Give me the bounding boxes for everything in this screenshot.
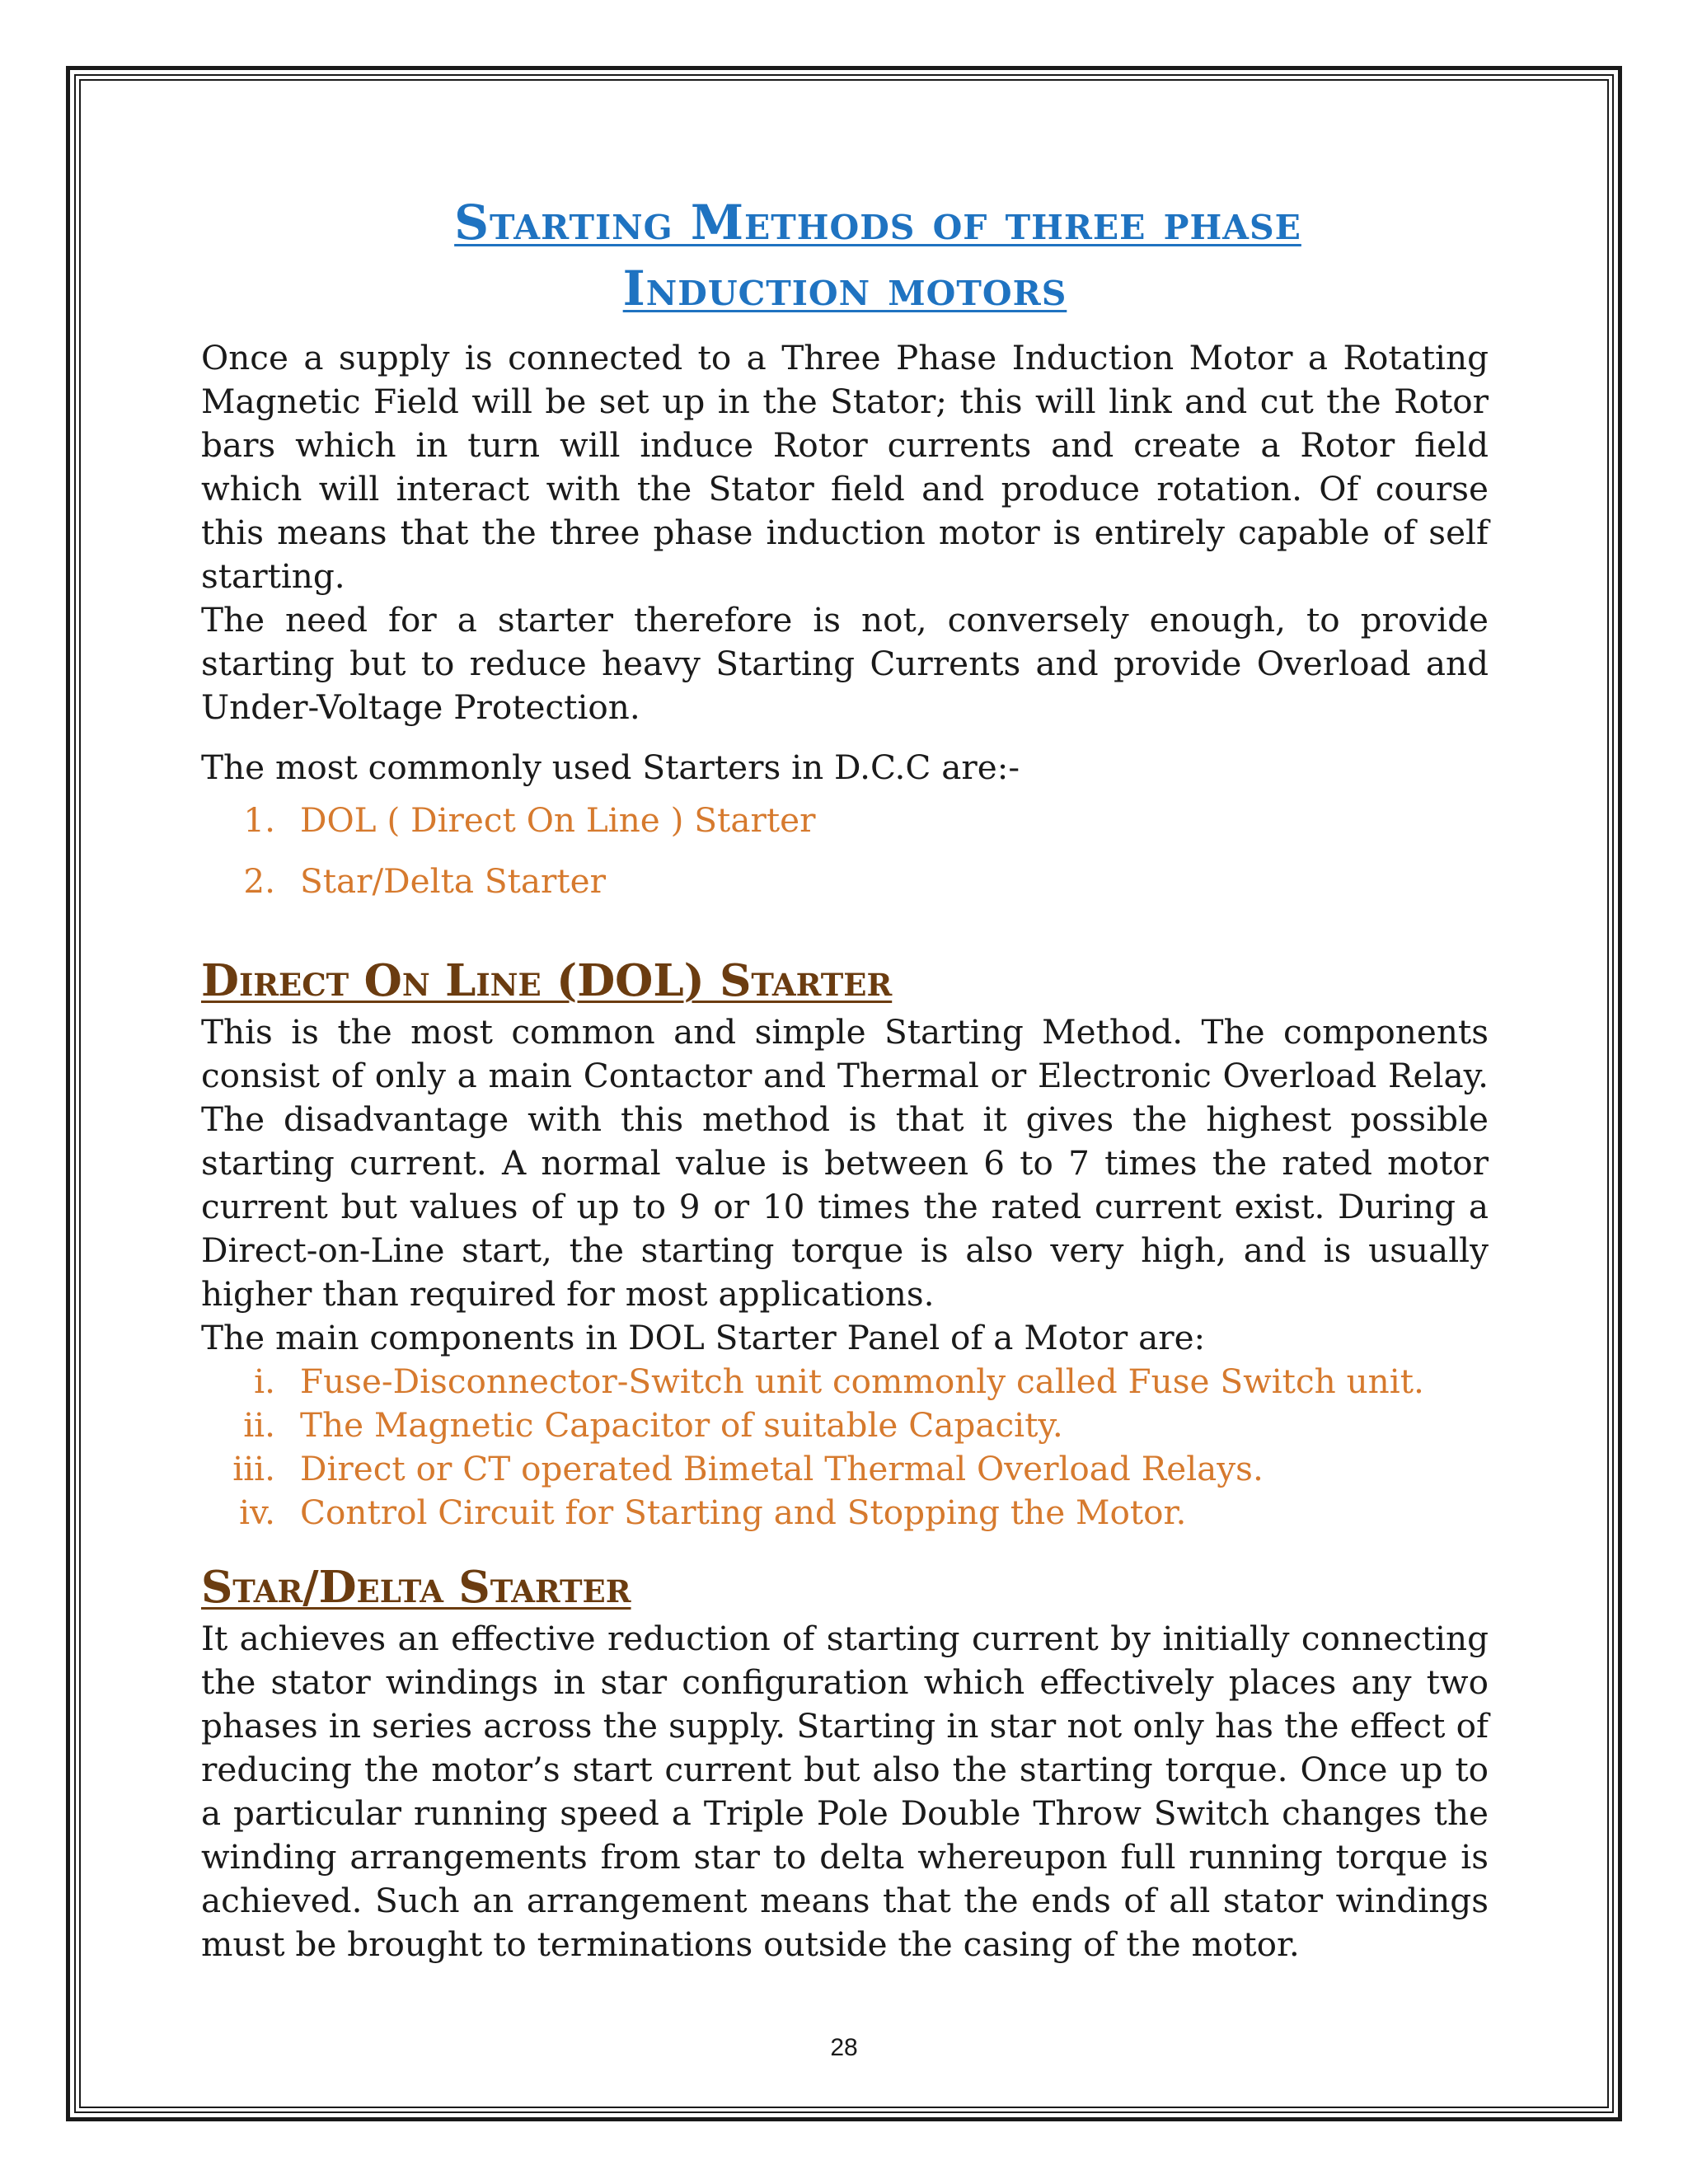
page-title-line1: Starting Methods of three phase (454, 194, 1301, 251)
list-item: 1. DOL ( Direct On Line ) Starter (243, 800, 816, 840)
page-title-line2: Induction motors (622, 260, 1067, 316)
list-item: i. Fuse-Disconnector-Switch unit commonly called Fuse Switch unit. (254, 1361, 1424, 1401)
list-item: iv. Control Circuit for Starting and Stopping the Motor. (239, 1493, 1187, 1532)
list-item: 2. Star/Delta Starter (243, 861, 606, 901)
page-number: 28 (830, 2034, 858, 2061)
intro-paragraph-2: The need for a starter therefore is not, conversely enough, to provide starting but to reduce heavy Starting Currents and provide Overload and Under-Voltage Protection. (201, 600, 1489, 727)
star-delta-paragraph: It achieves an effective reduction of starting current by initially connecting the stator windings in star configuration which effectively places any two phases in series across the supply. Starting in star not only has the effect of reducing the motor’s start current but also the starting torque. Once up to a particular running speed a Triple Pole Double Throw Switch changes the winding arrangements from star to delta whereupon full running torque is achieved. Such an arrangement means that the ends of all stator windings must be brought to terminations outside the casing of the motor. (201, 1619, 1489, 1964)
list-item: ii. The Magnetic Capacitor of suitable Capacity. (243, 1405, 1063, 1445)
intro-paragraph-3: The most commonly used Starters in D.C.C are:- (201, 748, 1020, 787)
star-delta-heading: Star/Delta Starter (201, 1562, 631, 1613)
page-title (201, 190, 1489, 321)
dol-components-list (201, 1360, 1489, 1535)
intro-paragraph-1: Once a supply is connected to a Three Phase Induction Motor a Rotating Magnetic Field will be set up in the Stator; this will link and cut the Rotor bars which in turn will induce Rotor currents and create a Rotor field which will interact with the Stator field and produce rotation. Of course this means that the three phase induction motor is entirely capable of self starting. (201, 338, 1489, 596)
starters-list (201, 790, 1489, 912)
dol-paragraph-1: This is the most common and simple Starting Method. The components consist of only a main Contactor and Thermal or Electronic Overload Relay. The disadvantage with this method is that it gives the highest possible starting current. A normal value is between 6 to 7 times the rated motor current but values of up to 9 or 10 times the rated current exist. During a Direct-on-Line start, the starting torque is also very high, and is usually higher than required for most applications. (201, 1012, 1489, 1314)
list-item: iii. Direct or CT operated Bimetal Thermal Overload Relays. (232, 1449, 1264, 1488)
dol-paragraph-2: The main components in DOL Starter Panel of a Motor are: (201, 1318, 1206, 1357)
page-content (201, 190, 1489, 1966)
dol-heading: Direct On Line (DOL) Starter (201, 955, 893, 1006)
